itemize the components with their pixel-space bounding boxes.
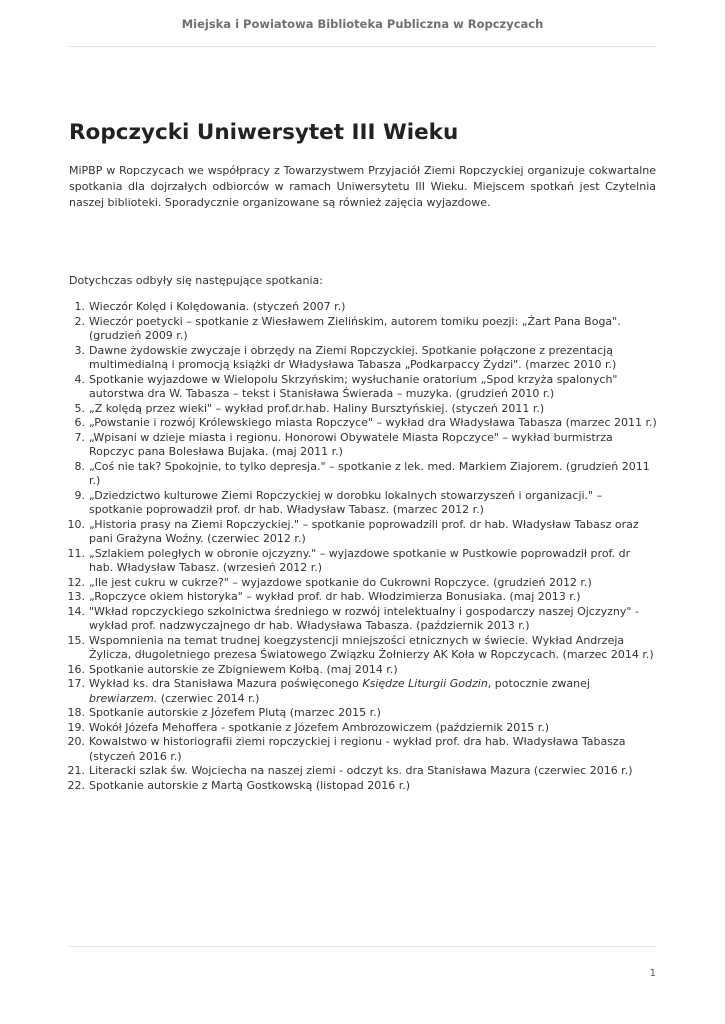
list-item — [74, 343, 657, 373]
list-item — [67, 706, 657, 721]
list-item-number: 14. — [67, 604, 85, 618]
list-item-number: 16. — [67, 662, 85, 676]
events-list-intro: Dotychczas odbyły się następujące spotkania: — [69, 274, 323, 287]
list-item-text: Spotkanie autorskie ze Zbigniewem Kołbą. (maj 2014 r.) — [89, 662, 398, 676]
list-item-number: 1. — [74, 300, 85, 313]
list-item-number: 6. — [74, 416, 85, 429]
list-item-text: „Dziedzictwo kulturowe Ziemi Ropczyckiej w dorobku lokalnych stowarzyszeń i organizacji." – spotkanie poprowadził prof. dr hab. Władysław Tabasz. (marzec 2012 r.) — [89, 488, 603, 516]
list-item-number: 19. — [67, 720, 85, 734]
list-item-text: „Ropczyce okiem historyka" – wykład prof. dr hab. Włodzimierza Bonusiaka. (maj 2013 r.) — [89, 590, 581, 603]
list-item-number: 3. — [74, 343, 85, 357]
list-item — [67, 517, 657, 547]
list-item-text: Spotkanie autorskie z Józefem Plutą (marzec 2015 r.) — [89, 706, 381, 719]
list-item — [67, 778, 657, 794]
page-title: Ropczycki Uniwersytet III Wieku — [69, 120, 459, 145]
list-item-number: 17. — [67, 677, 85, 690]
list-item — [74, 401, 657, 417]
list-item — [74, 372, 657, 402]
page-number: 1 — [649, 968, 656, 979]
list-item — [67, 546, 657, 576]
list-item-text: „Powstanie i rozwój Królewskiego miasta Ropczyce" – wykład dra Władysława Tabasza (marzec 2011 r.) — [89, 416, 657, 429]
list-item-text: Wieczór Kolęd i Kolędowania. (styczeń 2007 r.) — [89, 300, 346, 313]
list-item-text: „Coś nie tak? Spokojnie, to tylko depresja." – spotkanie z lek. med. Markiem Ziajorem. (grudzień 2011 r.) — [89, 459, 650, 487]
list-item-number: 10. — [67, 517, 85, 531]
list-item — [67, 604, 657, 634]
list-item-text: „Szlakiem poległych w obronie ojczyzny." – wyjazdowe spotkanie w Pustkowie poprowadził prof. dr hab. Władysław Tabasz. (wrzesień 2012 r.) — [89, 546, 631, 574]
page-header-library-name: Miejska i Powiatowa Biblioteka Publiczna w Ropczycach — [181, 17, 544, 31]
list-item-number: 8. — [74, 459, 85, 473]
list-item — [67, 720, 657, 736]
list-item — [67, 735, 657, 764]
list-item-number: 12. — [67, 575, 85, 589]
list-item-number: 15. — [67, 633, 85, 647]
list-item — [74, 314, 657, 344]
list-item-text: Wieczór poetycki – spotkanie z Wiesławem Zielińskim, autorem tomiku poezji: „Żart Pana Boga". (grudzień 2009 r.) — [89, 314, 621, 342]
list-item — [74, 416, 657, 431]
list-item — [67, 677, 657, 706]
list-item-text: „Ile jest cukru w cukrze?" – wyjazdowe spotkanie do Cukrowni Ropczyce. (grudzień 2012 r.) — [89, 575, 592, 589]
footer-divider — [69, 946, 656, 947]
list-item-number: 2. — [74, 314, 85, 328]
list-item-number: 7. — [74, 430, 85, 444]
list-item — [67, 633, 657, 663]
header-divider — [69, 46, 656, 47]
list-item-text: Wspomnienia na temat trudnej koegzystencji mniejszości etnicznych w świecie. Wykład Andrzeja Żylicza, długoletniego prezesa Światowego Związku Żołnierzy AK Koła w Ropczycach. (marzec 2014 r.) — [89, 633, 654, 661]
list-item — [67, 662, 657, 678]
list-item-number: 21. — [67, 764, 85, 777]
list-item-text-italic: brewiarzem. — [89, 691, 158, 705]
list-item-text: Spotkanie wyjazdowe w Wielopolu Skrzyńskim; wysłuchanie oratorium „Spod krzyża spalonych" autorstwa dra W. Tabasza – tekst i Stanisława Świerada – muzyka. (grudzień 2010 r.) — [89, 372, 618, 400]
list-item-text-part: (czerwiec 2014 r.) — [157, 691, 260, 705]
list-item-number: 13. — [67, 590, 85, 603]
list-item — [74, 459, 657, 489]
list-item-text-part: , potocznie zwanej — [487, 677, 590, 690]
list-item-text: Dawne żydowskie zwyczaje i obrzędy na Ziemi Ropczyckiej. Spotkanie połączone z prezentacją multimedialną i promocją książki dr Władysława Tabasza „Podkarpaccy Żydzi". (marzec 2010 r.) — [89, 343, 617, 371]
list-item-number: 11. — [67, 546, 85, 560]
events-list — [67, 300, 657, 793]
list-item — [67, 590, 657, 605]
list-item — [67, 575, 657, 591]
list-item-text-part: Wykład ks. dra Stanisława Mazura poświęconego — [89, 677, 363, 690]
list-item-text: Spotkanie autorskie z Martą Gostkowską (listopad 2016 r.) — [89, 778, 411, 792]
list-item-text-italic: Księdze Liturgii Godzin — [362, 677, 488, 690]
list-item — [74, 488, 657, 518]
list-item-text: Wokół Józefa Mehoffera - spotkanie z Józefem Ambrozowiczem (październik 2015 r.) — [89, 720, 550, 734]
list-item-text: „Historia prasy na Ziemi Ropczyckiej." – spotkanie poprowadzili prof. dr hab. Władysław Tabasz oraz pani Grażyna Woźny. (czerwiec 2012 r.) — [89, 517, 639, 545]
list-item — [67, 764, 657, 779]
list-item-number: 18. — [67, 706, 85, 719]
list-item-text: Kowalstwo w historiografii ziemi ropczyckiej i regionu - wykład prof. dra hab. Władysława Tabasza (styczeń 2016 r.) — [89, 735, 626, 763]
list-item-text: „Wpisani w dzieje miasta i regionu. Honorowi Obywatele Miasta Ropczyce" – wykład burmistrza Ropczyc pana Bolesława Bujaka. (maj 2011 r.) — [89, 430, 613, 458]
list-item — [74, 430, 657, 460]
list-item-number: 5. — [74, 401, 85, 415]
list-item-number: 20. — [67, 735, 85, 748]
list-item-number: 9. — [74, 488, 85, 502]
list-item-text: Literacki szlak św. Wojciecha na naszej ziemi - odczyt ks. dra Stanisława Mazura (czerwiec 2016 r.) — [89, 764, 633, 777]
list-item-text: "Wkład ropczyckiego szkolnictwa średniego w rozwój intelektualny i gospodarczy naszej Ojczyzny" - wykład prof. nadzwyczajnego dr hab. Władysława Tabasza. (październik 2013 r.) — [89, 604, 639, 632]
list-item — [74, 300, 657, 315]
intro-paragraph: MiPBP w Ropczycach we współpracy z Towarzystwem Przyjaciół Ziemi Ropczyckiej organizuje cokwartalne spotkania dla dojrzałych odbiorców w ramach Uniwersytetu III Wieku. Miejscem spotkań jest Czytelnia naszej biblioteki. Sporadycznie organizowane są również zajęcia wyjazdowe. — [69, 164, 656, 209]
list-item-number: 4. — [74, 372, 85, 386]
list-item-number: 22. — [67, 778, 85, 792]
list-item-text: „Z kolędą przez wieki" – wykład prof.dr.hab. Haliny Bursztyńskiej. (styczeń 2011 r.) — [89, 401, 545, 415]
